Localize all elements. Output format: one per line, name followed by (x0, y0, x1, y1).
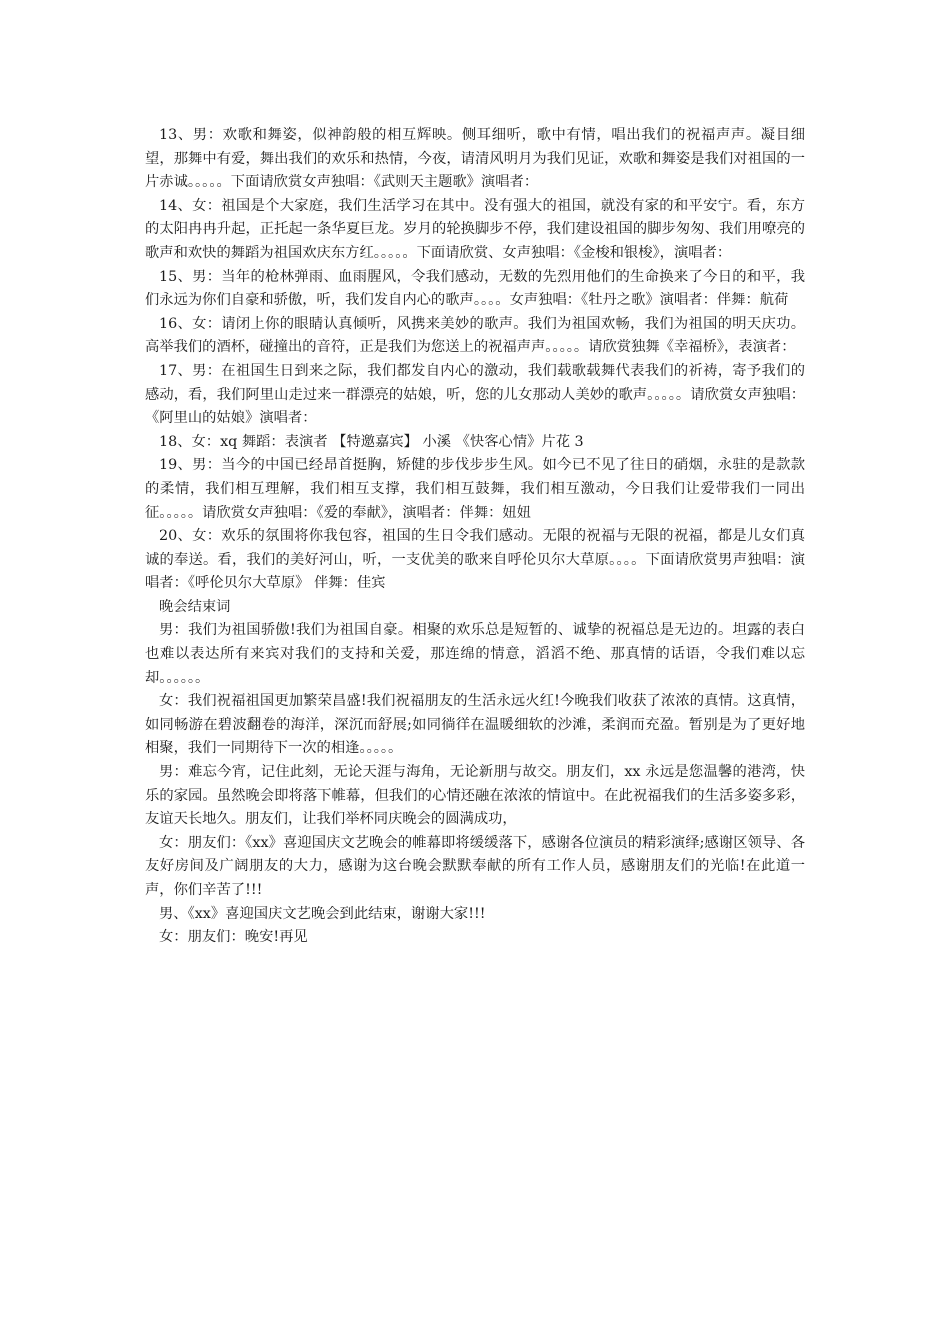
document-page (145, 124, 805, 950)
closing-paragraph-2: 女：我们祝福祖国更加繁荣昌盛!我们祝福朋友的生活永远火红!今晚我们收获了浓浓的真情。这真情，如同畅游在碧波翻卷的海洋，深沉而舒展;如同徜徉在温暖细软的沙滩，柔润而充盈。暂别是为了更好地相聚，我们一同期待下一次的相逢。。。。。 (145, 693, 805, 757)
paragraph-16: 16、女：请闭上你的眼睛认真倾听，风携来美妙的歌声。我们为祖国欢畅，我们为祖国的明天庆功。高举我们的酒杯，碰撞出的音符，正是我们为您送上的祝福声声。。。。。请欣赏独舞《幸福桥》，表演者： (145, 315, 805, 356)
paragraph-13: 13、男：欢歌和舞姿，似神韵般的相互辉映。侧耳细听，歌中有情，唱出我们的祝福声声。凝目细望，那舞中有爱，舞出我们的欢乐和热情，今夜，请清风明月为我们见证，欢歌和舞姿是我们对祖国的一片赤诚。。。。。下面请欣赏女声独唱：《武则天主题歌》演唱者： (145, 127, 805, 191)
closing-paragraph-6: 女：朋友们：晚安!再见 (159, 929, 308, 946)
closing-paragraph-4: 女：朋友们：《xx》喜迎国庆文艺晚会的帷幕即将缓缓落下，感谢各位演员的精彩演绎;感谢区领导、各友好房间及广阔朋友的大力，感谢为这台晚会默默奉献的所有工作人员，感谢朋友们的光临!在此道一声，你们辛苦了!!! (145, 834, 805, 898)
paragraph-17: 17、男：在祖国生日到来之际，我们都发自内心的激动，我们载歌载舞代表我们的祈祷，寄予我们的感动，看，我们阿里山走过来一群漂亮的姑娘，听，您的儿女那动人美妙的歌声。。。。。请欣赏女声独唱：《阿里山的姑娘》演唱者： (145, 362, 805, 427)
closing-paragraph-5: 男、《xx》喜迎国庆文艺晚会到此结束，谢谢大家!!! (159, 905, 486, 922)
paragraph-18: 18、女：xq 舞蹈：表演者 【特邀嘉宾】 小溪 《快客心情》片花 3 (159, 433, 584, 450)
closing-title: 晚会结束词 (159, 598, 231, 615)
paragraph-14: 14、女：祖国是个大家庭，我们生活学习在其中。没有强大的祖国，就没有家的和平安宁。看，东方的太阳冉冉升起，正托起一条华夏巨龙。岁月的轮换脚步不停，我们建设祖国的脚步匆匆、我们用嘹亮的歌声和欢快的舞蹈为祖国欢庆东方红。。。。。下面请欣赏、女声独唱：《金梭和银梭》，演唱者： (145, 197, 805, 261)
closing-paragraph-1: 男：我们为祖国骄傲!我们为祖国自豪。相聚的欢乐总是短暂的、诚挚的祝福总是无边的。坦露的表白也难以表达所有来宾对我们的支持和关爱，那连绵的情意，滔滔不绝、那真情的话语，令我们难以忘却。。。。。。 (145, 622, 805, 686)
closing-paragraph-3: 男：难忘今宵，记住此刻，无论天涯与海角，无论新朋与故交。朋友们，xx 永远是您温馨的港湾，快乐的家园。虽然晚会即将落下帷幕，但我们的心情还融在浓浓的情谊中。在此祝福我们的生活多姿多彩，友谊天长地久。朋友们，让我们举杯同庆晚会的圆满成功， (145, 764, 805, 828)
paragraph-19: 19、男：当今的中国已经昂首挺胸，矫健的步伐步步生风。如今已不见了往日的硝烟，永驻的是款款的柔情，我们相互理解，我们相互支撑，我们相互鼓舞，我们相互激动，今日我们让爱带我们一同出征。。。。。请欣赏女声独唱：《爱的奉献》，演唱者：伴舞：妞妞 (145, 457, 805, 521)
paragraph-15: 15、男：当年的枪林弹雨、血雨腥风，令我们感动，无数的先烈用他们的生命换来了今日的和平，我们永远为你们自豪和骄傲，听，我们发自内心的歌声。。。。女声独唱：《牡丹之歌》演唱者：伴舞：航荷 (145, 268, 805, 309)
paragraph-20: 20、女：欢乐的氛围将你我包容，祖国的生日令我们感动。无限的祝福与无限的祝福，都是儿女们真诚的奉送。看，我们的美好河山，听，一支优美的歌来自呼伦贝尔大草原。。。。下面请欣赏男声独唱：演唱者：《呼伦贝尔大草原》 伴舞：佳宾 (145, 528, 805, 592)
